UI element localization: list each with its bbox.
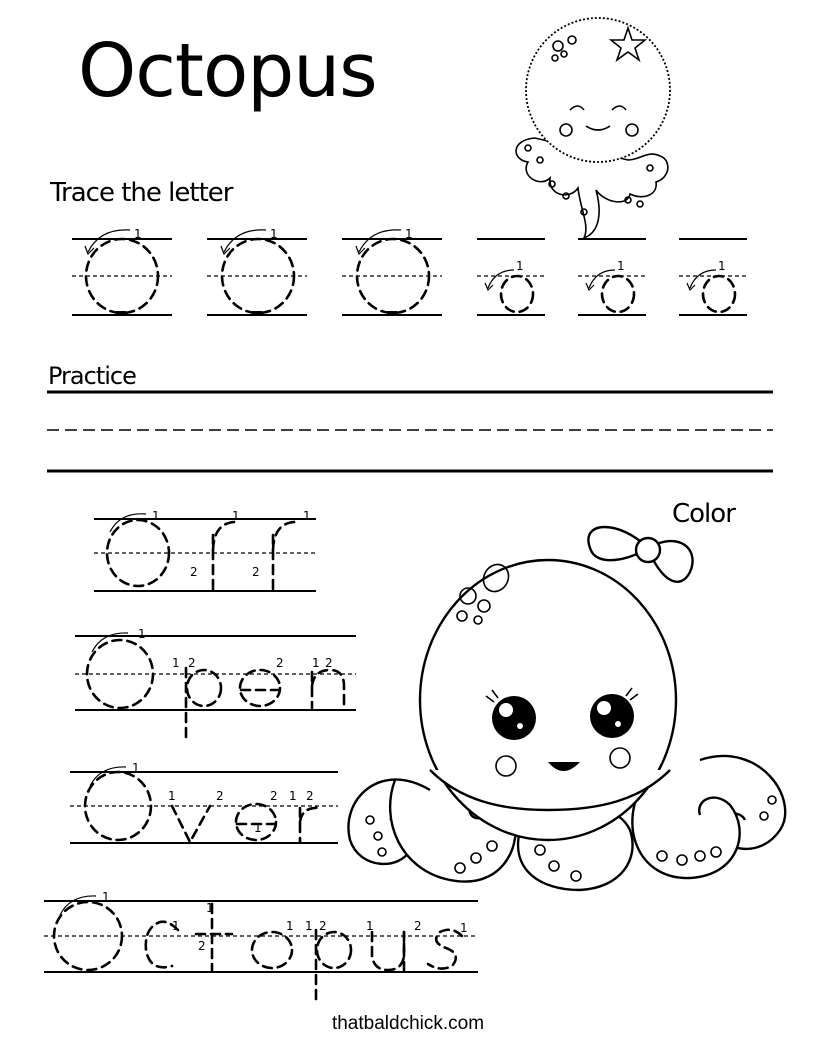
trace-word-open: [75, 627, 356, 740]
svg-text:1: 1: [172, 919, 180, 933]
svg-text:2: 2: [198, 939, 206, 953]
svg-text:1: 1: [206, 901, 214, 915]
svg-text:1: 1: [305, 919, 313, 933]
svg-text:2: 2: [319, 919, 327, 933]
svg-text:2: 2: [414, 919, 422, 933]
svg-text:1: 1: [312, 656, 320, 670]
svg-text:1: 1: [289, 789, 297, 803]
svg-text:2: 2: [190, 565, 198, 579]
trace-word-or: [94, 509, 316, 591]
svg-text:1: 1: [134, 227, 142, 241]
svg-text:1: 1: [366, 919, 374, 933]
svg-text:2: 2: [276, 656, 284, 670]
svg-text:1: 1: [270, 227, 278, 241]
svg-text:2: 2: [325, 656, 333, 670]
svg-text:2: 2: [306, 789, 314, 803]
svg-text:2: 2: [216, 789, 224, 803]
svg-text:1: 1: [254, 821, 262, 835]
svg-text:1: 1: [152, 509, 160, 523]
svg-text:1: 1: [617, 259, 625, 273]
trace-word-octopus: [44, 890, 478, 1000]
svg-text:1: 1: [168, 789, 176, 803]
svg-text:2: 2: [252, 565, 260, 579]
svg-text:1: 1: [460, 921, 468, 935]
trace-letter-row: [72, 227, 747, 315]
footer-website: thatbaldchick.com: [331, 1013, 485, 1034]
svg-text:1: 1: [102, 890, 110, 904]
svg-text:1: 1: [303, 509, 311, 523]
svg-text:1: 1: [286, 919, 294, 933]
svg-text:1: 1: [516, 259, 524, 273]
small-octopus-illustration: [516, 18, 670, 238]
svg-text:1: 1: [132, 761, 140, 775]
practice-label: Practice: [48, 362, 136, 390]
svg-text:2: 2: [188, 656, 196, 670]
color-label: Color: [672, 499, 735, 529]
trace-word-over: [70, 761, 338, 843]
trace-the-letter-label: Trace the letter: [50, 178, 233, 208]
svg-text:1: 1: [232, 509, 240, 523]
worksheet-title: Octopus: [78, 28, 377, 114]
svg-text:1: 1: [138, 627, 146, 641]
svg-text:1: 1: [405, 227, 413, 241]
svg-text:1: 1: [718, 259, 726, 273]
practice-lines: [47, 392, 773, 471]
svg-text:1: 1: [172, 656, 180, 670]
coloring-octopus-illustration: [348, 527, 785, 890]
svg-text:2: 2: [270, 789, 278, 803]
